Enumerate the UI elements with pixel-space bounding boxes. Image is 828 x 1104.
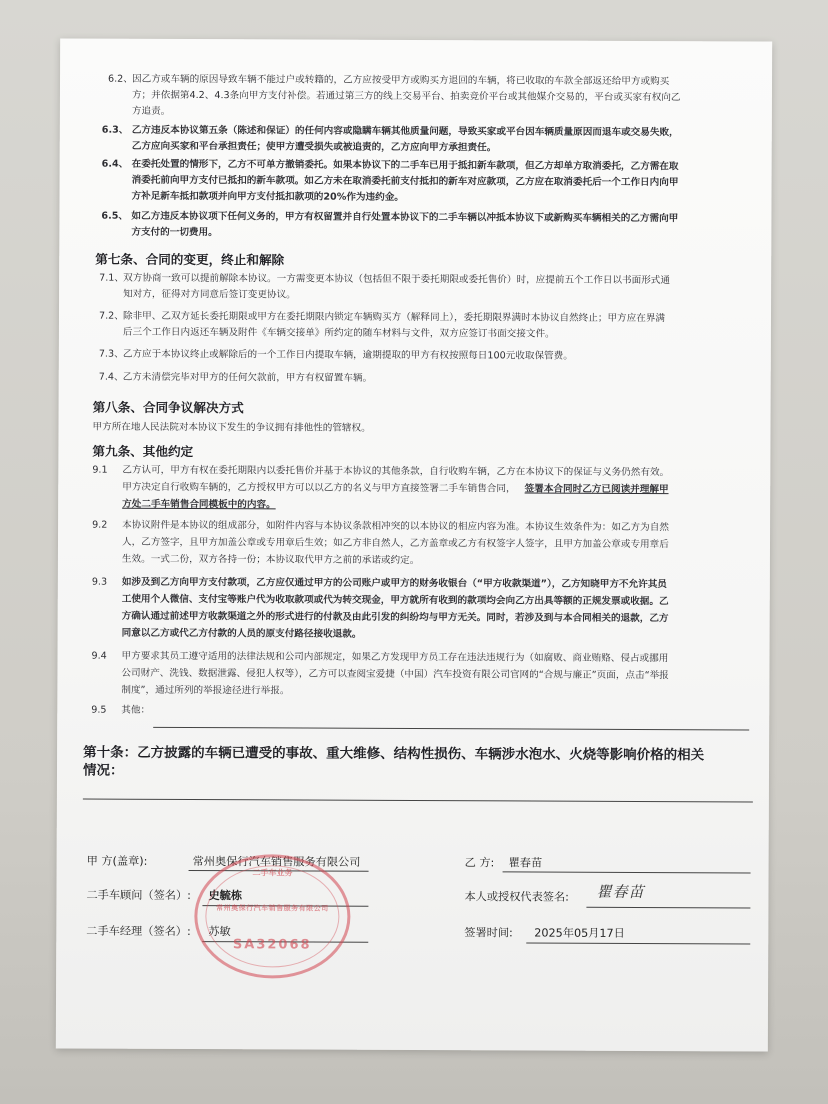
clause-10-line-1: 第十条：乙方披露的车辆已遭受的事故、重大维修、结构性损伤、车辆涉水泡水、火烧等影响价格的相关 — [83, 744, 705, 764]
seal-company: 常州奥保行汽车销售服务有限公司 — [216, 904, 329, 913]
clause-6-2-line-2: 方；并依据第4.2、4.3条向甲方支付补偿。若通过第三方的线上交易平台、拍卖竞价平台或其他媒介交易的，平台或买家有权向乙 — [131, 89, 681, 104]
clause-9-heading: 第九条、其他约定 — [92, 443, 194, 460]
clause-9-4-line-3: 制度”，通过所列的举报途径进行举报。 — [121, 684, 290, 697]
signing-date: 2025年05月17日 — [534, 926, 625, 940]
date-label: 签署时间: — [464, 926, 513, 940]
seal-code: SA32068 — [232, 937, 312, 953]
clause-6-2-line-3: 方追责。 — [131, 105, 171, 117]
clause-9-1-line-3: 方处二手车销售合同模板中的内容。 — [122, 498, 276, 511]
clause-7-2-line-1: 除非甲、乙双方延长委托期限或甲方在委托期限内锁定车辆购买方（解释同上），委托期限界满时本协议自然终止；甲方应在界满 — [122, 310, 666, 325]
consultant-name: 史毓栋 — [208, 889, 243, 903]
item-number: 6.3、 — [101, 124, 129, 136]
fill-in-line — [153, 727, 749, 731]
signature-line — [526, 942, 750, 944]
clause-9-1-line-1: 乙方认可，甲方有权在委托期限内以委托售价并基于本协议的其他条款，自行收购车辆，乙方在本协议下的保证与义务仍然有效。 — [122, 464, 670, 479]
contract-page — [56, 38, 772, 1051]
clause-7-heading: 第七条、合同的变更，终止和解除 — [95, 251, 285, 268]
clause-9-4-line-2: 公司财产、洗钱、数据泄露、侵犯人权等），乙方可以查阅宝爱捷（中国）汽车投资有限公司官网的“合规与廉正”页面，点击“举报 — [121, 667, 669, 682]
manager-label: 二手车经理（签名）: — [86, 924, 191, 939]
clause-9-1-line-2-plain: 甲方决定自行收购车辆的，乙方授权甲方可以以乙方的名义与甲方直接签署二手车销售合同， — [122, 481, 516, 495]
party-a-label: 甲 方(盖章): — [86, 854, 148, 868]
party-b-label: 乙 方: — [464, 856, 495, 870]
clause-9-3-line-1: 如涉及到乙方向甲方支付款项，乙方应仅通过甲方的公司账户或甲方的财务收银台（“甲方收款渠道”），乙方知晓甲方不允许其员 — [121, 576, 667, 591]
clause-9-2-line-2: 人，乙方签字，且甲方加盖公章或专用章后生效；如乙方非自然人，乙方盖章或乙方有权签字人签字，且甲方加盖公章或专用章后 — [121, 536, 669, 551]
clause-9-1-line-2 — [122, 480, 668, 499]
consultant-label: 二手车顾问（签名）: — [86, 888, 191, 903]
item-number: 7.4、 — [98, 371, 124, 383]
clause-9-2-line-1: 本协议附件是本协议的组成部分，如附件内容与本协议条款相冲突的以本协议的相应内容为准。本协议生效条件为：如乙方为自然 — [122, 519, 669, 534]
clause-7-3-line-1: 乙方应于本协议终止或解除后的一个工作日内提取车辆，逾期提取的甲方有权按照每日100元收取保管费。 — [122, 348, 573, 362]
clause-9-3-line-4: 同意以乙方或代乙方付款的人员的原支付路径接收退款。 — [121, 627, 362, 640]
clause-7-1-line-2: 知对方，征得对方同意后签订变更协议。 — [123, 288, 296, 301]
clause-9-4-line-1: 甲方要求其员工遵守适用的法律法规和公司内部规定，如果乙方发现甲方员工存在违法违规行为（如腐败、商业贿赂、侵占或挪用 — [121, 650, 669, 665]
clause-6-5-line-1: 如乙方违反本协议项下任何义务的，甲方有权留置并自行处置本协议下的二手车辆以冲抵本协议下或新购买车辆相关的乙方需向甲 — [131, 210, 679, 225]
clause-6-4-line-3: 方补足新车抵扣款项并向甲方支付抵扣款项的20%作为违约金。 — [131, 190, 404, 203]
clause-6-2-line-1: 因乙方或车辆的原因导致车辆不能过户或转籍的，乙方应按受甲方或购买方退回的车辆，将已收取的车款全部返还给甲方或购买 — [132, 73, 670, 88]
clause-7-1-line-1: 双方协商一致可以提前解除本协议。一方需变更本协议（包括但不限于委托期限或委托售价）时，应提前五个工作日以书面形式通 — [123, 272, 671, 287]
party-b-name: 瞿春苗 — [508, 856, 543, 870]
seal-tag: 二手车业务 — [252, 868, 293, 878]
item-number: 6.2、 — [108, 73, 133, 85]
party-a-name: 常州奥保行汽车销售服务有限公司 — [192, 855, 361, 869]
clause-9-5-label: 其他： — [121, 704, 151, 716]
item-number: 9.4 — [91, 650, 107, 662]
clause-6-4-line-2: 消委托前向甲方支付已抵扣的新车款项。如乙方未在取消委托前支付抵扣的新车对应款项，乙方应在取消委托后一个工作日内向甲 — [131, 174, 679, 189]
clause-9-3-line-2: 工使用个人微信、支付宝等账户代为收取款项或代为转交现金，甲方就所有收到的款项均会向乙方出具等额的正规发票或收据。乙 — [121, 593, 669, 608]
clause-6-3-line-1: 乙方违反本协议第五条（陈述和保证）的任何内容或隐瞒车辆其他质量问题，导致买家或平台因车辆质量原因而退车或交易失败， — [131, 124, 679, 139]
item-number: 7.1、 — [99, 272, 125, 284]
clause-8-heading: 第八条、合同争议解决方式 — [92, 399, 244, 416]
clause-10-line-2: 情况： — [82, 762, 124, 779]
item-number: 7.2、 — [98, 310, 124, 322]
item-number: 9.1 — [92, 464, 108, 476]
clause-7-2-line-2: 后三个工作日内返还车辆及附件《车辆交接单》所约定的随车材料与文件，双方应签订书面交接文件。 — [122, 326, 555, 340]
clause-6-5-line-2: 方支付的一切费用。 — [131, 226, 218, 239]
clause-9-2-line-3: 生效。一式二份，双方各持一份；本协议取代甲方之前的承诺或约定。 — [121, 553, 420, 567]
handwritten-signature: 瞿春苗 — [596, 882, 645, 902]
clause-6-4-line-1: 在委托处置的情形下，乙方不可单方撤销委托。如果本协议下的二手车已用于抵扣新车款项，但乙方却单方取消委托，乙方需在取 — [131, 158, 679, 173]
item-number: 9.2 — [92, 519, 108, 531]
clause-9-3-line-3: 方确认通过前述甲方收款渠道之外的形式进行的付款及由此引发的纠纷均与甲方无关。同时，若涉及到与本合同相关的退款，乙方 — [121, 610, 669, 625]
clause-8-text: 甲方所在地人民法院对本协议下发生的争议拥有排他性的管辖权。 — [92, 421, 371, 434]
item-number: 9.3 — [91, 576, 108, 588]
signature-line — [586, 907, 750, 909]
clause-9-1-line-2-emph: 签署本合同时乙方已阅读并理解甲 — [524, 483, 669, 496]
item-number: 9.5 — [91, 704, 107, 716]
manager-name: 苏敏 — [208, 925, 231, 939]
clause-6-3-line-2: 乙方应向买家和平台承担责任；使甲方遭受损失或被追责的，乙方应向甲方承担责任。 — [131, 140, 497, 154]
item-number: 7.3、 — [98, 348, 124, 360]
company-seal — [194, 854, 351, 979]
clause-7-4-line-1: 乙方未清偿完毕对甲方的任何欠款前，甲方有权留置车辆。 — [122, 371, 373, 384]
item-number: 6.4、 — [101, 158, 129, 170]
item-number: 6.5、 — [101, 210, 129, 222]
fill-in-line — [83, 799, 753, 803]
representative-label: 本人或授权代表签名: — [464, 890, 569, 904]
signature-line — [503, 871, 751, 873]
